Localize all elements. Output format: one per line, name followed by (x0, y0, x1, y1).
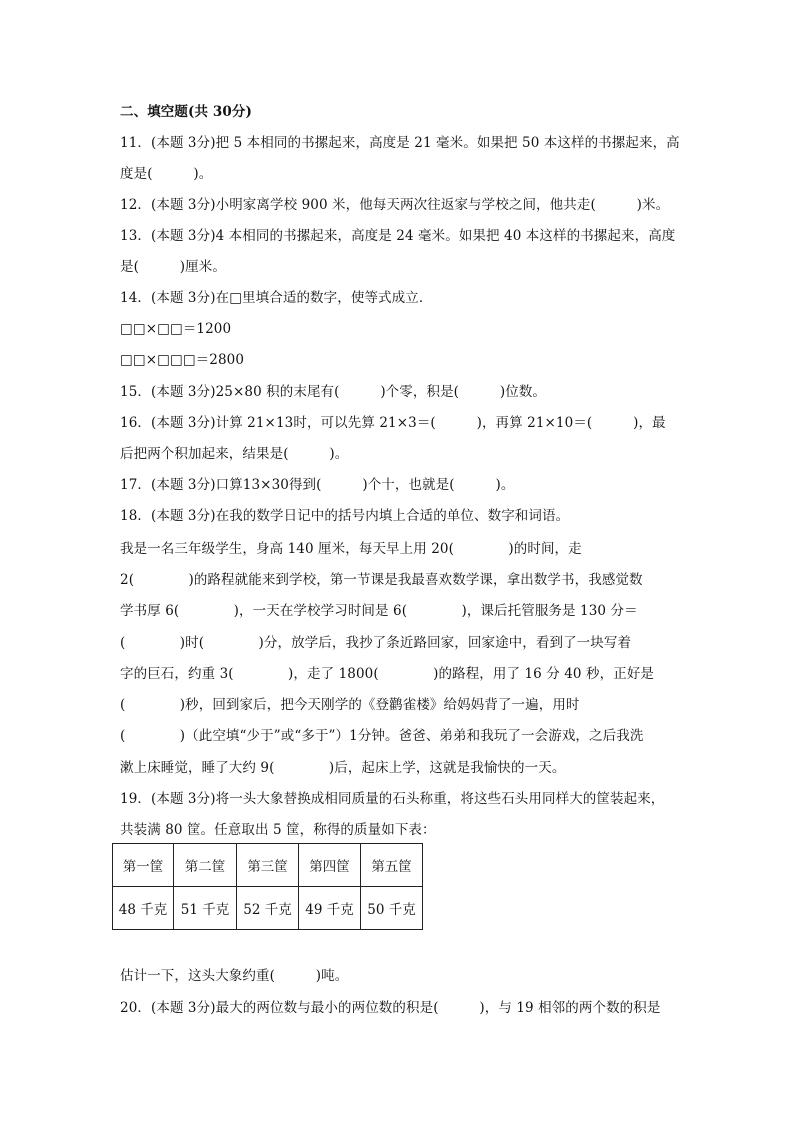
table-cell: 50 千克 (361, 887, 423, 930)
question-16-line-1: 16．(本题 3分)计算 21×13时，可以先算 21×3＝( )，再算 21×10＝( )，最 (120, 415, 666, 431)
question-11-line-1: 11．(本题 3分)把 5 本相同的书摞起来，高度是 21 毫米。如果把 50 本这样的书摞起来，高 (120, 135, 680, 151)
equation-1: □□×□□＝1200 (120, 321, 232, 337)
question-15-line: 15．(本题 3分)25×80 积的末尾有( )个零，积是( )位数。 (120, 384, 547, 400)
table-cell: 51 千克 (174, 887, 237, 930)
question-18-line-3: 2( )的路程就能来到学校，第一节课是我最喜欢数学课，拿出数学书，我感觉数 (120, 572, 643, 588)
table-header-cell: 第三筐 (237, 844, 299, 887)
question-18-line-4: 学书厚 6( )，一天在学校学习时间是 6( )，课后托管服务是 130 分＝ (120, 603, 638, 619)
table-header-cell: 第四筐 (299, 844, 361, 887)
question-18-line-9: 漱上床睡觉，睡了大约 9( )后，起床上学，这就是我愉快的一天。 (120, 760, 566, 776)
question-19-line-1: 19．(本题 3分)将一头大象替换成相同质量的石头称重，将这些石头用同样大的筐装起来， (120, 791, 665, 807)
table-cell: 49 千克 (299, 887, 361, 930)
table-cell: 52 千克 (237, 887, 299, 930)
question-18-line-1: 18．(本题 3分)在我的数学日记中的括号内填上合适的单位、数字和词语。 (120, 508, 570, 524)
section-title: 二、填空题(共 30分) (120, 104, 252, 120)
question-16-line-2: 后把两个积加起来，结果是( )。 (120, 446, 349, 462)
question-18-line-7: ( )秒，回到家后，把今天刚学的《登鹳雀楼》给妈妈背了一遍，用时 (120, 697, 580, 713)
table-header-row (113, 844, 423, 887)
question-18-line-2: 我是一名三年级学生，身高 140 厘米，每天早上用 20( )的时间，走 (120, 541, 582, 557)
table-header-cell: 第二筐 (174, 844, 237, 887)
table-row (113, 887, 423, 930)
question-14-line: 14．(本题 3分)在□里填合适的数字，使等式成立． (120, 290, 433, 306)
table-header-cell: 第一筐 (113, 844, 174, 887)
question-18-line-5: ( )时( )分，放学后，我抄了条近路回家，回家途中，看到了一块写着 (120, 635, 632, 651)
question-19-line-2: 共装满 80 筐。任意取出 5 筐，称得的质量如下表： (120, 822, 436, 838)
basket-weight-table (112, 843, 423, 930)
question-19-line-3: 估计一下，这头大象约重( )吨。 (120, 968, 349, 984)
question-13-line-2: 是( )厘米。 (120, 259, 226, 275)
question-18-line-8: ( )（此空填“少于”或“多于”）1分钟。爸爸、弟弟和我玩了一会游戏，之后我洗 (120, 728, 644, 744)
question-13-line-1: 13．(本题 3分)4 本相同的书摞起来，高度是 24 毫米。如果把 40 本这样的书摞起来，高度 (120, 228, 676, 244)
table-header-cell: 第五筐 (361, 844, 423, 887)
question-17-line: 17．(本题 3分)口算13×30得到( )个十，也就是( )。 (120, 477, 515, 493)
question-20-line: 20．(本题 3分)最大的两位数与最小的两位数的积是( )，与 19 相邻的两个数的积是 (120, 1000, 661, 1016)
question-11-line-2: 度是( )。 (120, 166, 213, 182)
question-18-line-6: 字的巨石，约重 3( )，走了 1800( )的路程，用了 16 分 40 秒，正好是 (120, 666, 655, 682)
table-cell: 48 千克 (113, 887, 174, 930)
question-12-line: 12．(本题 3分)小明家离学校 900 米，他每天两次往返家与学校之间，他共走( )米。 (120, 197, 670, 213)
equation-2: □□×□□□＝2800 (120, 352, 245, 368)
